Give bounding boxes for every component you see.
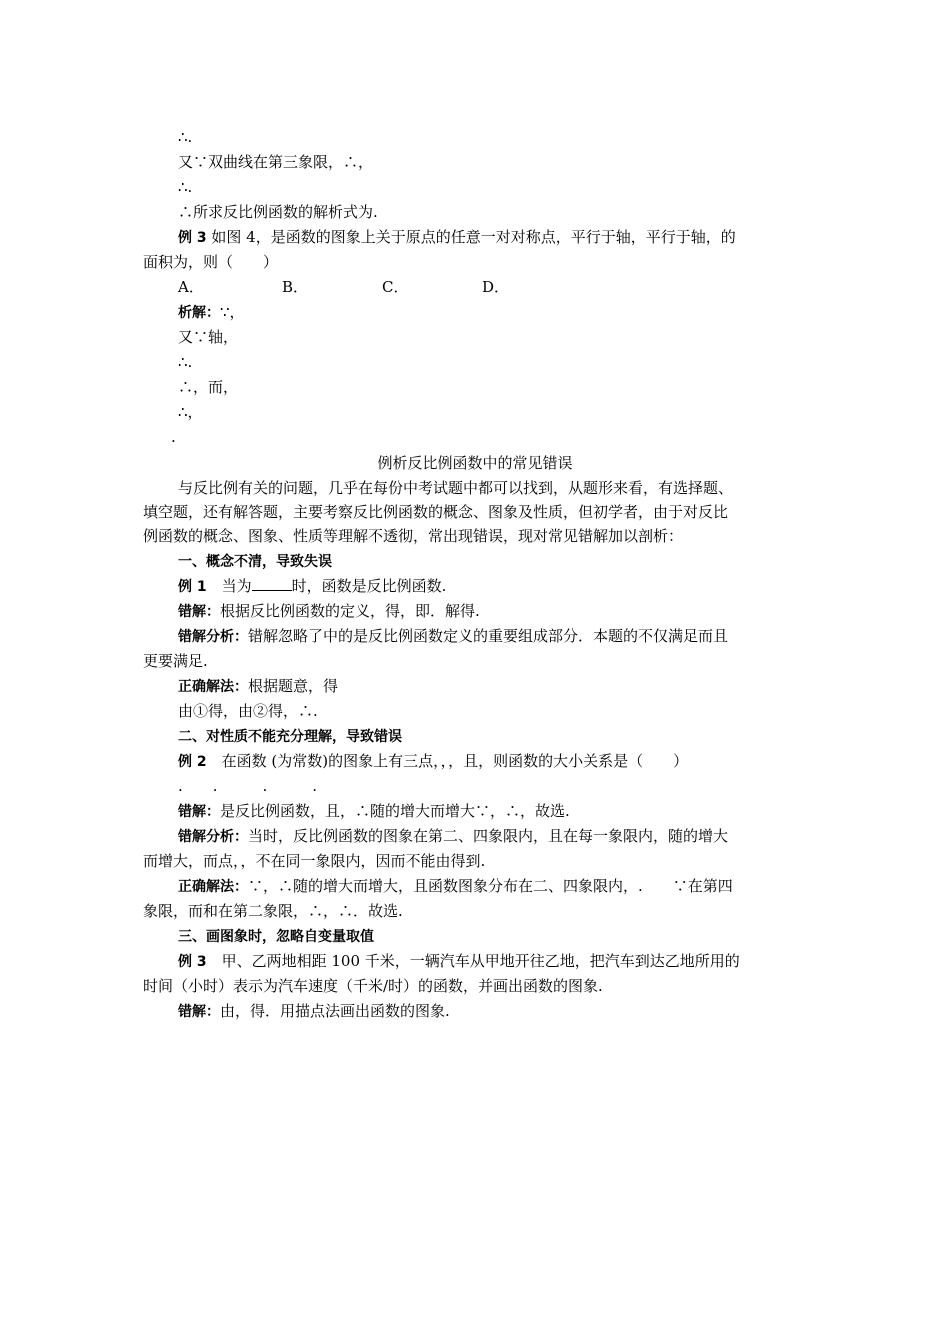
text-line: 更要满足. xyxy=(143,652,208,670)
example-text: 如图 4，是函数的图象上关于原点的任意一对对称点，平行于轴，平行于轴，的 xyxy=(211,228,736,246)
text-line: . xyxy=(171,428,176,446)
text-line: ∴. xyxy=(178,128,193,146)
text-line: 而增大，而点，，不在同一象限内，因而不能由得到. xyxy=(143,852,486,870)
example-2-question xyxy=(178,749,688,774)
wrong-text: 根据反比例函数的定义，得，即．解得. xyxy=(220,602,480,620)
example-text: 甲、乙两地相距 100 千米，一辆汽车从甲地开往乙地，把汽车到达乙地所用的 xyxy=(206,952,740,970)
wrong-text: 是反比例函数，且，∴随的增大而增大∵，∴，故选. xyxy=(220,802,570,820)
text-line: 由①得，由②得，∴. xyxy=(178,702,318,720)
intro-line: 例函数的概念、图象、性质等理解不透彻，常出现错误，现对常见错解加以剖析： xyxy=(143,527,684,545)
example-text: 时，函数是反比例函数. xyxy=(291,577,447,595)
analysis-line xyxy=(178,300,245,325)
correct-label: 正确解法： xyxy=(178,879,248,895)
article-title: 例析反比例函数中的常见错误 xyxy=(377,454,573,472)
correct-text: 根据题意，得 xyxy=(248,677,339,695)
heading-text: 二、对性质不能充分理解，导致错误 xyxy=(178,729,402,745)
heading-text: 一、概念不清，导致失误 xyxy=(178,554,332,570)
text-line: ∴. xyxy=(178,178,193,196)
wrong-analysis xyxy=(178,824,728,849)
text-line: 又∵轴， xyxy=(178,328,239,346)
wrong-analysis xyxy=(178,624,728,649)
correct-text: ∵，∴随的增大而增大，且函数图象分布在二、四象限内，. ∵在第四 xyxy=(248,877,733,895)
fill-blank xyxy=(252,574,292,591)
wrong-solution xyxy=(178,999,450,1024)
option-a: A． xyxy=(178,278,204,296)
analysis-label: 错解分析： xyxy=(178,629,248,645)
options-dots: . . . . xyxy=(178,777,318,795)
analysis-text: 错解忽略了中的是反比例函数定义的重要组成部分．本题的不仅满足而且 xyxy=(248,627,729,645)
analysis-text: ∵， xyxy=(220,303,245,321)
section-heading xyxy=(178,924,374,949)
text-line: 时间（小时）表示为汽车速度（千米/时）的函数，并画出函数的图象. xyxy=(143,977,603,995)
wrong-solution xyxy=(178,799,570,824)
example-3-question xyxy=(178,225,736,250)
text-line: ∴所求反比例函数的解析式为. xyxy=(178,203,378,221)
text-line: 面积为，则（ ） xyxy=(143,253,279,271)
text-line: 又∵双曲线在第三象限，∴， xyxy=(178,153,374,171)
example-label: 例 2 xyxy=(178,754,207,770)
section-heading xyxy=(178,549,332,574)
correct-solution xyxy=(178,674,338,699)
example-text: 当为 xyxy=(206,577,252,595)
option-b: B． xyxy=(282,278,309,296)
wrong-text: 由，得．用描点法画出函数的图象. xyxy=(220,1002,450,1020)
analysis-label: 错解分析： xyxy=(178,829,248,845)
wrong-label: 错解： xyxy=(178,604,220,620)
intro-text: 与反比例有关的问题，几乎在每份中考试题中都可以找到，从题形来看，有选择题、 xyxy=(178,479,734,497)
analysis-label: 析解： xyxy=(178,305,220,321)
heading-text: 三、画图象时，忽略自变量取值 xyxy=(178,929,374,945)
example-3-question xyxy=(178,949,740,974)
correct-label: 正确解法： xyxy=(178,679,248,695)
example-label: 例 3 xyxy=(178,230,207,246)
example-label: 例 1 xyxy=(178,579,207,595)
wrong-label: 错解： xyxy=(178,1004,220,1020)
example-label: 例 3 xyxy=(178,954,207,970)
example-text: 在函数 (为常数)的图象上有三点，，，且，则函数的大小关系是（ ） xyxy=(206,752,689,770)
text-line: ∴，而， xyxy=(178,378,239,396)
section-heading xyxy=(178,724,402,749)
example-1-question xyxy=(178,574,446,599)
intro-line: 填空题，还有解答题，主要考察反比例函数的概念、图象及性质，但初学者，由于对反比 xyxy=(143,503,729,521)
intro-line xyxy=(178,476,807,500)
text-line: ∴， xyxy=(178,403,203,421)
text-line: ∴. xyxy=(178,353,193,371)
option-d: D． xyxy=(482,278,510,296)
wrong-label: 错解： xyxy=(178,804,220,820)
option-c: C． xyxy=(382,278,409,296)
analysis-text: 当时，反比例函数的图象在第二、四象限内，且在每一象限内，随的增大 xyxy=(248,827,729,845)
correct-solution xyxy=(178,874,733,899)
wrong-solution xyxy=(178,599,480,624)
text-line: 象限，而和在第二象限，∴，∴．故选. xyxy=(143,902,403,920)
